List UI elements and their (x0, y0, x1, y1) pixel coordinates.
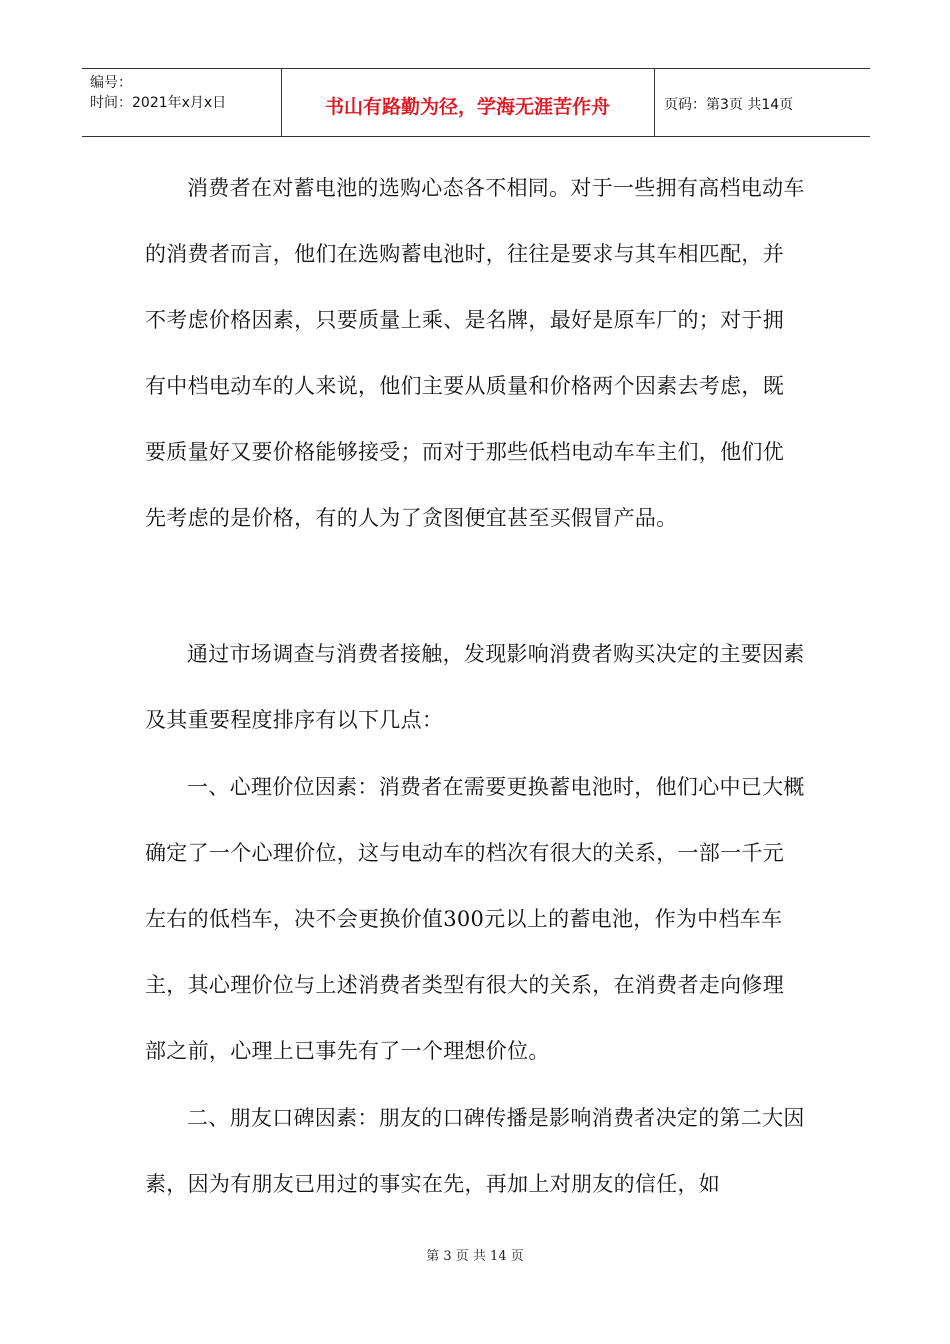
header-page-number: 页码：第3页 共14页 (664, 97, 794, 113)
header-serial: 编号： (90, 75, 132, 91)
body-paragraph: 消费者在对蓄电池的选购心态各不相同。对于一些拥有高档电动车的消费者而言，他们在选购蓄电池时，往往是要求与其车相匹配，并不考虑价格因素，只要质量上乘、是名牌，最好是原车厂的；对于拥有中档电动车的人来说，他们主要从质量和价格两个因素去考虑，既要质量好又要价格能够接受；而对于那些低档电动车车主们，他们优先考虑的是价格，有的人为了贪图便宜甚至买假冒产品。 (145, 176, 805, 530)
header-motto: 书山有路勤为径，学海无涯苦作舟 (324, 96, 610, 118)
body-paragraph: 二、朋友口碑因素：朋友的口碑传播是影响消费者决定的第二大因素，因为有朋友已用过的事实在先，再加上对朋友的信任，如 (145, 1106, 805, 1196)
header-divider-right (654, 68, 655, 136)
body-paragraph: 一、心理价位因素：消费者在需要更换蓄电池时，他们心中已大概确定了一个心理价位，这与电动车的档次有很大的关系，一部一千元左右的低档车，决不会更换价值300元以上的蓄电池，作为中档车车主，其心理价位与上述消费者类型有很大的关系，在消费者走向修理部之前，心理上已事先有了一个理想价位。 (145, 775, 805, 1063)
header-top-rule (82, 68, 870, 69)
header-bottom-rule (82, 136, 870, 137)
page-footer: 第 3 页 共 14 页 (426, 1249, 524, 1264)
body-paragraph: 通过市场调查与消费者接触，发现影响消费者购买决定的主要因素及其重要程度排序有以下几点： (145, 642, 805, 732)
header-date: 时间：2021年x月x日 (90, 95, 227, 111)
